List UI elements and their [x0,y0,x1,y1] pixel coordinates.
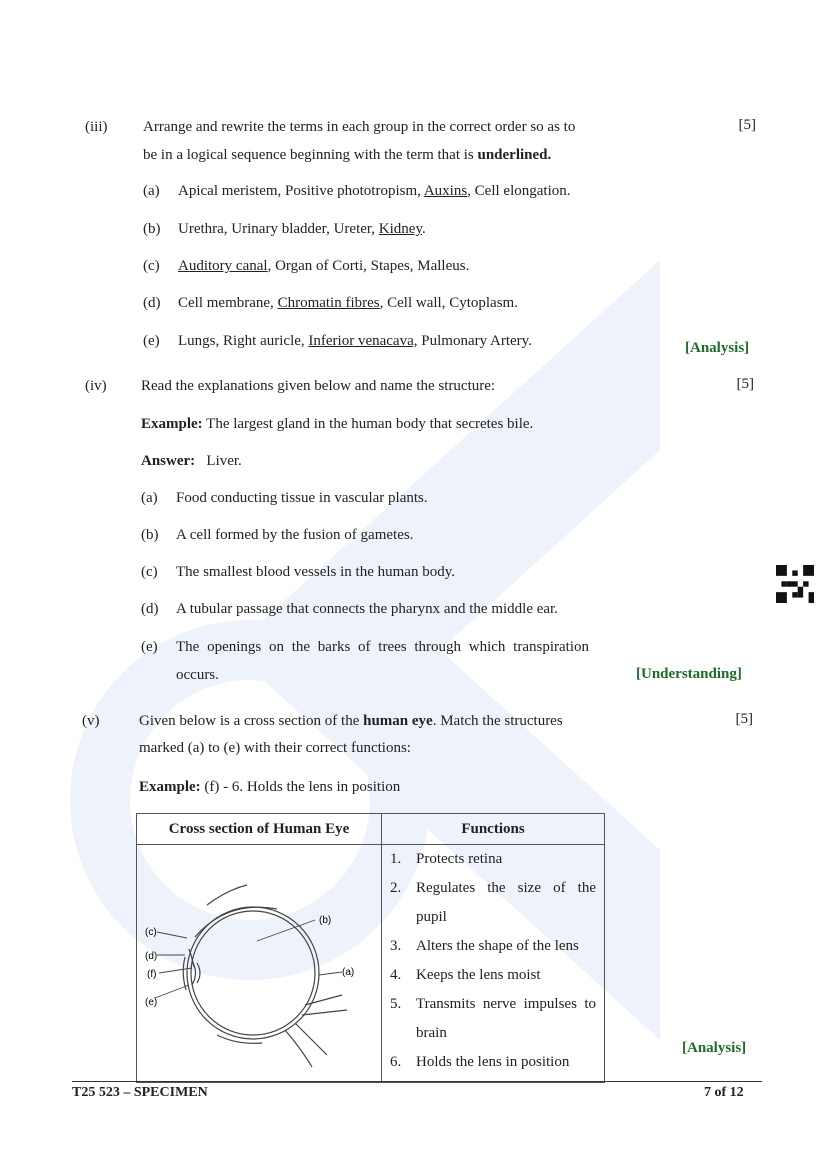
footer-paper-code: T25 523 – SPECIMEN [72,1085,208,1100]
q4-item-a: (a) Food conducting tissue in vascular plants. [141,490,428,506]
q4-example: Example: The largest gland in the human body that secretes bile. [141,416,534,432]
eye-match-table [136,813,605,1083]
q4-item-d: (d) A tubular passage that connects the pharynx and the middle ear. [141,601,558,617]
q5-skill: [Analysis] [682,1040,747,1056]
q3-text-line1: Arrange and rewrite the terms in each group in the correct order so as to [143,119,576,135]
q3-marks: [5] [738,117,756,133]
q3-skill: [Analysis] [685,340,750,356]
q3-item-b: (b) Urethra, Urinary bladder, Ureter, Kidney. [143,221,426,237]
q4-item-e: (e) The openings on the barks of trees through which transpiration [141,639,589,655]
q5-marks: [5] [735,711,753,727]
q4-item-b: (b) A cell formed by the fusion of gametes. [141,527,414,543]
footer-page-number: 7 of 12 [704,1085,744,1100]
footer-divider [72,1081,762,1082]
functions-cell [382,845,605,1083]
eye-diagram-cell [137,845,382,1083]
qr-code-icon [776,565,814,603]
function-item: 3. Alters the shape of the lens [390,938,579,954]
diagram-label-b: (b) [319,915,332,926]
q3-item-d: (d) Cell membrane, Chromatin fibres, Cell wall, Cytoplasm. [143,295,518,311]
diagram-label-c: (c) [145,927,157,938]
q4-marks: [5] [736,376,754,392]
q3-number: (iii) [85,119,108,135]
function-item: 1. Protects retina [390,851,503,867]
diagram-label-d: (d) [145,951,158,962]
function-item: 6. Holds the lens in position [390,1054,570,1070]
function-item: 2. Regulates the size of the pupil [390,880,596,925]
table-header-functions: Functions [382,814,605,845]
q4-item-c: (c) The smallest blood vessels in the human body. [141,564,455,580]
diagram-label-a: (a) [342,967,355,978]
function-item: 4. Keeps the lens moist [390,967,541,983]
eye-cross-section-diagram [137,845,381,1077]
q3-item-a: (a) Apical meristem, Positive phototropism, Auxins, Cell elongation. [143,183,571,199]
q5-text-line2: marked (a) to (e) with their correct functions: [139,740,411,756]
q5-number: (v) [82,713,100,729]
diagram-label-f: (f) [147,969,157,980]
q4-text: Read the explanations given below and name the structure: [141,378,496,394]
q3-item-e: (e) Lungs, Right auricle, Inferior venacava, Pulmonary Artery. [143,333,532,349]
q5-text-line1: Given below is a cross section of the human eye. Match the structures [139,713,563,729]
q3-text-line2: be in a logical sequence beginning with the term that is underlined. [143,147,552,163]
diagram-label-e: (e) [145,997,158,1008]
q4-answer: Answer: Liver. [141,453,242,469]
q4-item-e-cont: occurs. [176,667,219,683]
q5-example: Example: (f) - 6. Holds the lens in position [139,779,401,795]
function-item: 5. Transmits nerve impulses to brain [390,996,596,1041]
q3-item-c: (c) Auditory canal, Organ of Corti, Stapes, Malleus. [143,258,470,274]
table-header-diagram: Cross section of Human Eye [137,814,382,845]
q4-number: (iv) [85,378,107,394]
q4-skill: [Understanding] [636,666,742,682]
